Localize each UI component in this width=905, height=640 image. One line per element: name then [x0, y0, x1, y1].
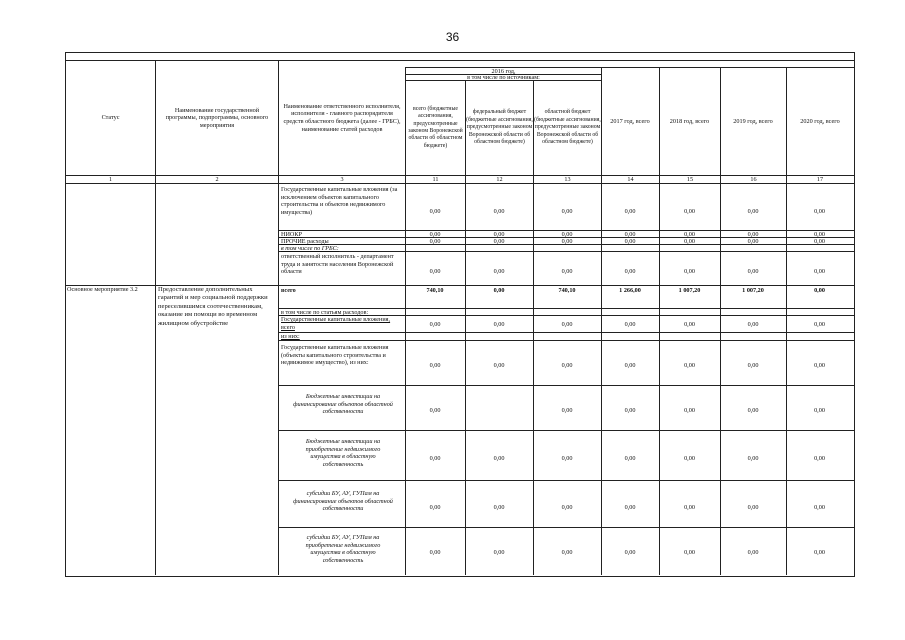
value-cell: 0,00 — [814, 549, 825, 556]
value-cell: 0,00 — [561, 321, 573, 328]
value-cell: 0,00 — [684, 407, 695, 414]
row-label: в том числе по ГРБС: — [281, 245, 339, 252]
header-2020: 2020 год, всего — [800, 117, 840, 125]
value-cell: 0,00 — [747, 238, 759, 245]
value-cell: 740,10 — [426, 287, 444, 294]
row-label: субсидии БУ, АУ, ГУПам на приобретение недвижимого имущества в областную собственность — [305, 534, 381, 564]
value-cell: 0,00 — [814, 238, 825, 245]
value-cell: 0,00 — [561, 504, 573, 511]
value-cell: 0,00 — [624, 549, 636, 556]
column-number: 1 — [108, 176, 113, 183]
column-number: 17 — [816, 176, 824, 183]
header-executor-name: Наименование ответственного исполнителя, исполнителя - главного распорядителя средств областного бюджета (далее - ГРБС), наименование статей расходов — [283, 102, 401, 133]
value-cell: 0,00 — [493, 287, 505, 294]
value-cell: 0,00 — [814, 504, 825, 511]
value-cell: 0,00 — [684, 231, 695, 238]
row-label: всего — [281, 287, 296, 294]
header-status: Статус — [101, 114, 120, 122]
value-cell: 0,00 — [493, 268, 505, 275]
row-label: ответственный исполнитель - департамент труда и занятости населения Воронежской области — [281, 253, 394, 276]
value-cell: 0,00 — [493, 208, 505, 215]
value-cell: 0,00 — [814, 321, 825, 328]
row-label: Государственные капитальные вложения (за исключением объектов капитального строительства и объектов недвижимого имущества) — [281, 186, 398, 216]
row-label: Бюджетные инвестиции на приобретение недвижимого имущества в областную собственность — [305, 438, 381, 468]
row-label: Бюджетные инвестиции на финансирование объектов областной собственности — [293, 393, 393, 416]
value-cell: 0,00 — [493, 504, 505, 511]
header-year-2016: 2016 год, — [491, 68, 516, 75]
header-2019: 2019 год, всего — [733, 117, 773, 125]
page-number: 36 — [445, 30, 460, 44]
row-label: субсидии БУ, АУ, ГУПам на финансирование объектов областной собственности — [293, 490, 393, 513]
value-cell: 0,00 — [493, 549, 505, 556]
value-cell: 0,00 — [624, 321, 636, 328]
value-cell: 0,00 — [561, 549, 573, 556]
column-number: 3 — [340, 176, 344, 183]
row-label: НИОКР — [281, 231, 302, 238]
measure-status: Основное мероприятие 3.2 — [67, 286, 138, 293]
value-cell: 0,00 — [624, 407, 636, 414]
value-cell: 0,00 — [624, 455, 636, 462]
value-cell: 0,00 — [493, 362, 505, 369]
value-cell: 0,00 — [561, 231, 573, 238]
value-cell: 0,00 — [814, 231, 825, 238]
header-total-2016: всего (бюджетные ассигнования, предусмотренные законом Воронежской области об областном бюджете) — [408, 105, 463, 149]
header-2018: 2018 год, всего — [669, 117, 710, 125]
value-cell: 0,00 — [747, 268, 759, 275]
value-cell: 0,00 — [429, 455, 441, 462]
value-cell: 0,00 — [429, 321, 441, 328]
value-cell: 0,00 — [429, 231, 441, 238]
row-label: из них: — [281, 333, 300, 340]
value-cell: 0,00 — [429, 238, 441, 245]
value-cell: 0,00 — [429, 362, 441, 369]
value-cell: 0,00 — [561, 407, 573, 414]
value-cell: 0,00 — [493, 238, 505, 245]
value-cell: 0,00 — [429, 504, 441, 511]
column-number: 2 — [215, 176, 219, 183]
value-cell: 0,00 — [747, 362, 759, 369]
value-cell: 0,00 — [493, 455, 505, 462]
value-cell: 0,00 — [429, 407, 441, 414]
row-label: в том числе по статьям расходов: — [281, 309, 369, 316]
value-cell: 0,00 — [814, 455, 825, 462]
value-cell: 0,00 — [814, 268, 825, 275]
value-cell: 0,00 — [684, 238, 695, 245]
value-cell: 0,00 — [747, 549, 759, 556]
row-label: Государственные капитальные вложения (объекты капитального строительства и недвижимое имущество), из них: — [281, 344, 389, 367]
column-number: 12 — [496, 176, 503, 183]
value-cell: 0,00 — [684, 362, 695, 369]
value-cell: 0,00 — [429, 268, 441, 275]
value-cell: 0,00 — [747, 455, 759, 462]
value-cell: 1 007,20 — [678, 287, 701, 294]
column-number: 15 — [686, 176, 694, 183]
value-cell: 740,10 — [558, 287, 576, 294]
header-regional-2016: областной бюджет (бюджетные ассигнования, предусмотренные законом Воронежской области об областном бюджете) — [534, 109, 601, 146]
value-cell: 0,00 — [624, 504, 636, 511]
value-cell: 0,00 — [684, 455, 695, 462]
value-cell: 0,00 — [747, 407, 759, 414]
column-number: 16 — [750, 176, 757, 183]
value-cell: 0,00 — [684, 504, 695, 511]
value-cell: 0,00 — [684, 268, 695, 275]
value-cell: 0,00 — [684, 549, 695, 556]
value-cell: 0,00 — [684, 321, 695, 328]
value-cell: 0,00 — [814, 287, 825, 294]
value-cell: 0,00 — [561, 238, 573, 245]
value-cell: 0,00 — [624, 238, 636, 245]
header-program-name: Наименование государственной программы, подпрограммы, основного мероприятия — [165, 106, 269, 129]
value-cell: 0,00 — [747, 231, 759, 238]
value-cell: 0,00 — [561, 362, 573, 369]
value-cell: 0,00 — [561, 208, 573, 215]
row-label: Государственные капитальные вложения, всего — [281, 316, 391, 331]
value-cell: 0,00 — [624, 362, 636, 369]
value-cell: 0,00 — [747, 321, 759, 328]
column-number: 11 — [432, 176, 439, 183]
value-cell: 0,00 — [493, 231, 505, 238]
value-cell: 0,00 — [814, 208, 825, 215]
value-cell: 0,00 — [747, 208, 759, 215]
value-cell: 0,00 — [624, 268, 636, 275]
value-cell: 0,00 — [684, 208, 695, 215]
column-number: 14 — [627, 176, 634, 183]
value-cell: 1 266,00 — [619, 287, 641, 294]
header-2017: 2017 год, всего — [610, 117, 650, 125]
value-cell: 0,00 — [561, 455, 573, 462]
value-cell: 0,00 — [814, 407, 825, 414]
measure-name: Предоставление дополнительных гарантий и мер социальной поддержки переселившимся соотечественникам, оказание им помощи во временном жилищном обустройстве — [158, 286, 268, 327]
value-cell: 0,00 — [624, 208, 636, 215]
value-cell: 0,00 — [429, 549, 441, 556]
value-cell: 0,00 — [747, 504, 759, 511]
column-number: 13 — [564, 176, 571, 183]
value-cell: 0,00 — [493, 321, 505, 328]
value-cell: 0,00 — [429, 208, 441, 215]
header-sources-caption: в том числе по источникам: — [467, 74, 540, 81]
value-cell: 1 007,20 — [742, 287, 764, 294]
row-label: ПРОЧИЕ расходы — [281, 238, 329, 245]
value-cell: 0,00 — [561, 268, 573, 275]
value-cell: 0,00 — [624, 231, 636, 238]
value-cell: 0,00 — [814, 362, 825, 369]
header-federal-2016: федеральный бюджет (бюджетные ассигнования, предусмотренные законом Воронежской области об областном бюджете) — [466, 109, 533, 146]
